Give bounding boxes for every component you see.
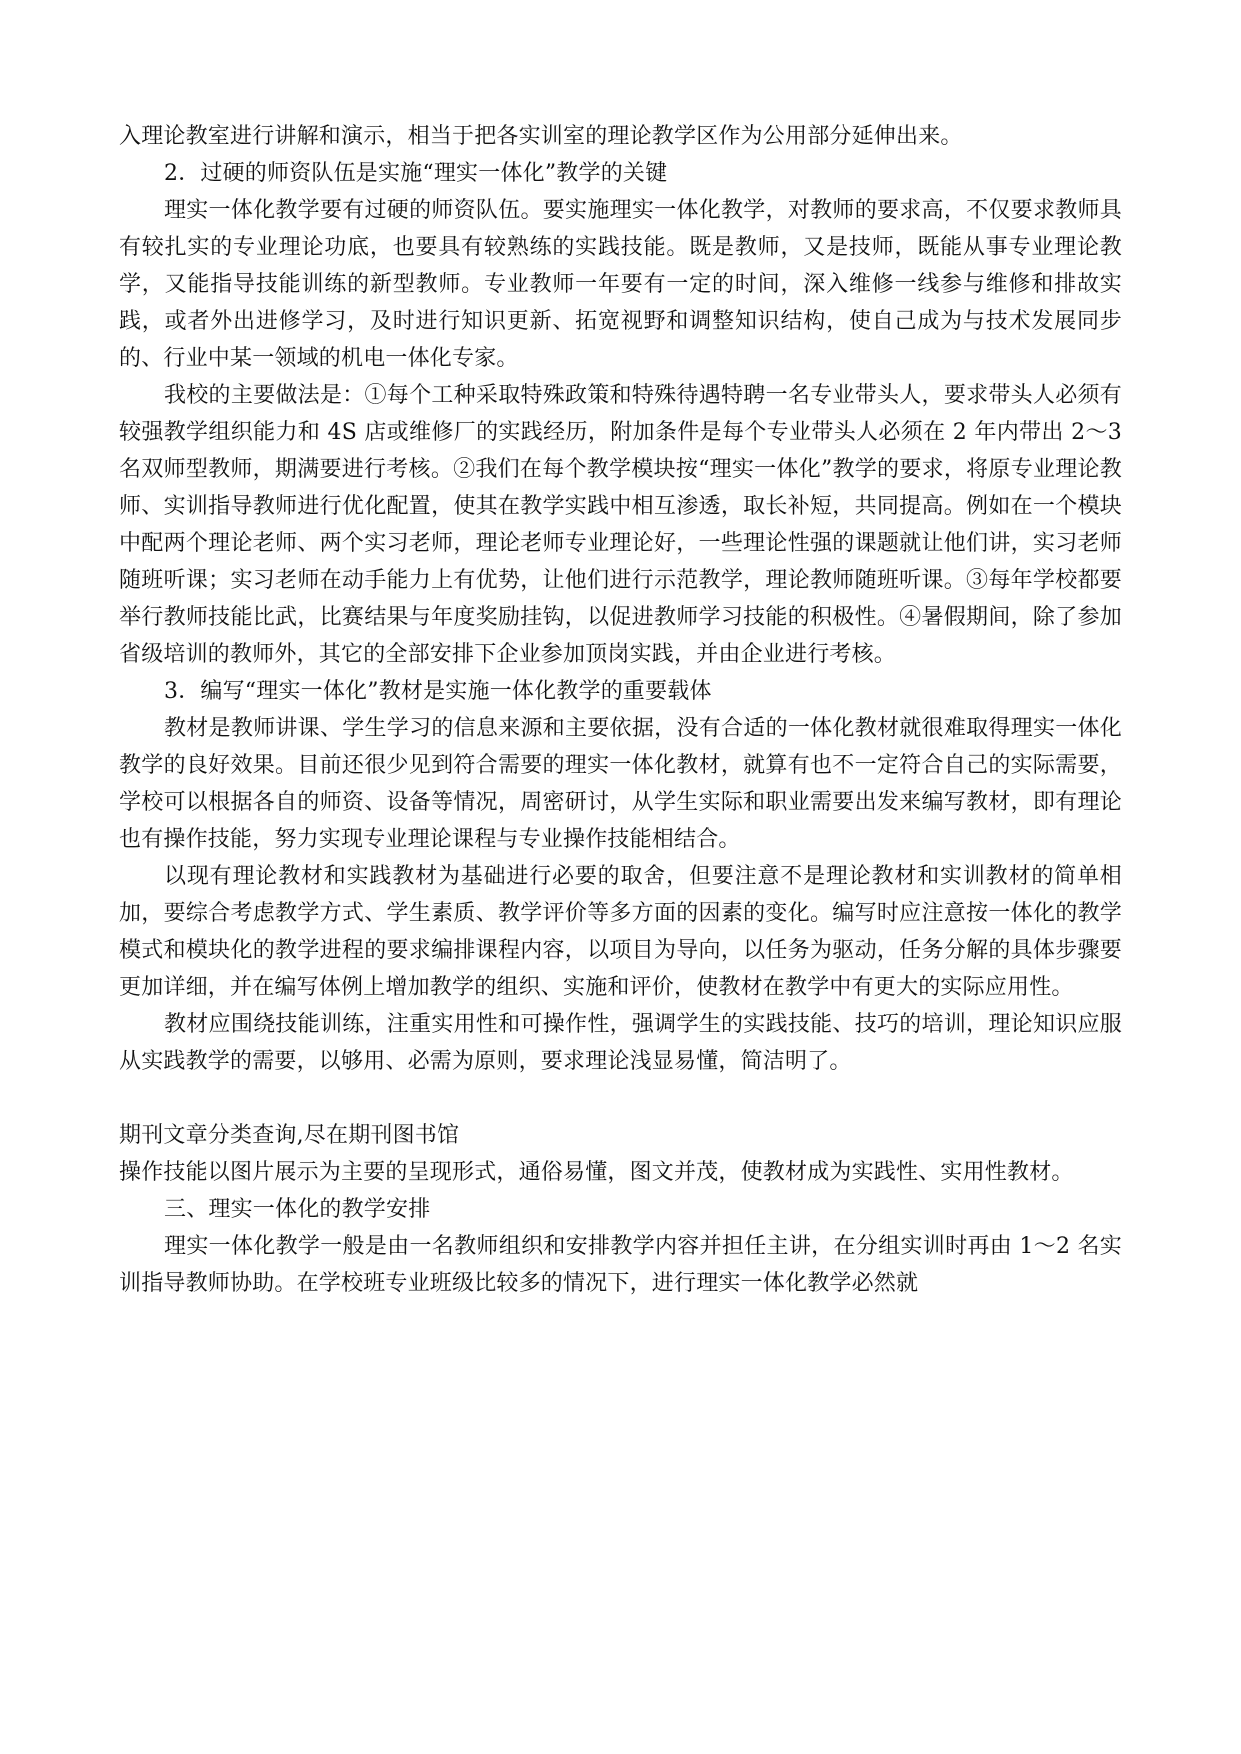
paragraph-teacher-team: 理实一体化教学要有过硬的师资队伍。要实施理实一体化教学，对教师的要求高，不仅要求教师具有较扎实的专业理论功底，也要具有较熟练的实践技能。既是教师，又是技师，既能从事专业理论教学，又能指导技能训练的新型教师。专业教师一年要有一定的时间，深入维修一线参与维修和排故实践，或者外出进修学习，及时进行知识更新、拓宽视野和调整知识结构，使自己成为与技术发展同步的、行业中某一领域的机电一体化专家。 bbox=[119, 198, 1122, 371]
journal-notice: 期刊文章分类查询,尽在期刊图书馆 bbox=[119, 1123, 460, 1148]
document-page bbox=[119, 118, 1122, 1302]
paragraph-textbook-selection: 以现有理论教材和实践教材为基础进行必要的取舍，但要注意不是理论教材和实训教材的简单相加，要综合考虑教学方式、学生素质、教学评价等多方面的因素的变化。编写时应注意按一体化的教学模式和模块化的教学进程的要求编排课程内容，以项目为导向，以任务为驱动，任务分解的具体步骤要更加详细，并在编写体例上增加教学的组织、实施和评价，使教材在教学中有更大的实际应用性。 bbox=[119, 864, 1122, 1000]
paragraph-operation-skills: 操作技能以图片展示为主要的呈现形式，通俗易懂，图文并茂，使教材成为实践性、实用性教材。 bbox=[119, 1160, 1074, 1185]
section-heading-three: 三、理实一体化的教学安排 bbox=[164, 1197, 431, 1222]
paragraph-gap bbox=[119, 1080, 1122, 1117]
paragraph-textbook-source: 教材是教师讲课、学生学习的信息来源和主要依据，没有合适的一体化教材就很难取得理实一体化教学的良好效果。目前还很少见到符合需要的理实一体化教材，就算有也不一定符合自己的实际需要，学校可以根据各自的师资、设备等情况，周密研讨，从学生实际和职业需要出发来编写教材，即有理论也有操作技能，努力实现专业理论课程与专业操作技能相结合。 bbox=[119, 716, 1122, 852]
paragraph-textbook-skills: 教材应围绕技能训练，注重实用性和可操作性，强调学生的实践技能、技巧的培训，理论知识应服从实践教学的需要，以够用、必需为原则，要求理论浅显易懂，简洁明了。 bbox=[119, 1012, 1122, 1074]
paragraph-continuation: 入理论教室进行讲解和演示，相当于把各实训室的理论教学区作为公用部分延伸出来。 bbox=[119, 124, 963, 149]
paragraph-teaching-arrangement: 理实一体化教学一般是由一名教师组织和安排教学内容并担任主讲，在分组实训时再由 1～2 名实训指导教师协助。在学校班专业班级比较多的情况下，进行理实一体化教学必然就 bbox=[119, 1234, 1122, 1296]
section-heading-3: 3．编写“理实一体化”教材是实施一体化教学的重要载体 bbox=[164, 679, 712, 704]
paragraph-school-practice: 我校的主要做法是：①每个工种采取特殊政策和特殊待遇特聘一名专业带头人，要求带头人必须有较强教学组织能力和 4S 店或维修厂的实践经历，附加条件是每个专业带头人必须在 2 年内带出 2～3 名双师型教师，期满要进行考核。②我们在每个教学模块按“理实一体化”教学的要求，将原专业理论教师、实训指导教师进行优化配置，使其在教学实践中相互渗透，取长补短，共同提高。例如在一个模块中配两个理论老师、两个实习老师，理论老师专业理论好，一些理论性强的课题就让他们讲，实习老师随班听课；实习老师在动手能力上有优势，让他们进行示范教学，理论教师随班听课。③每年学校都要举行教师技能比武，比赛结果与年度奖励挂钩，以促进教师学习技能的积极性。④暑假期间，除了参加省级培训的教师外，其它的全部安排下企业参加顶岗实践，并由企业进行考核。 bbox=[119, 383, 1122, 667]
section-heading-2: 2．过硬的师资队伍是实施“理实一体化”教学的关键 bbox=[164, 161, 668, 186]
